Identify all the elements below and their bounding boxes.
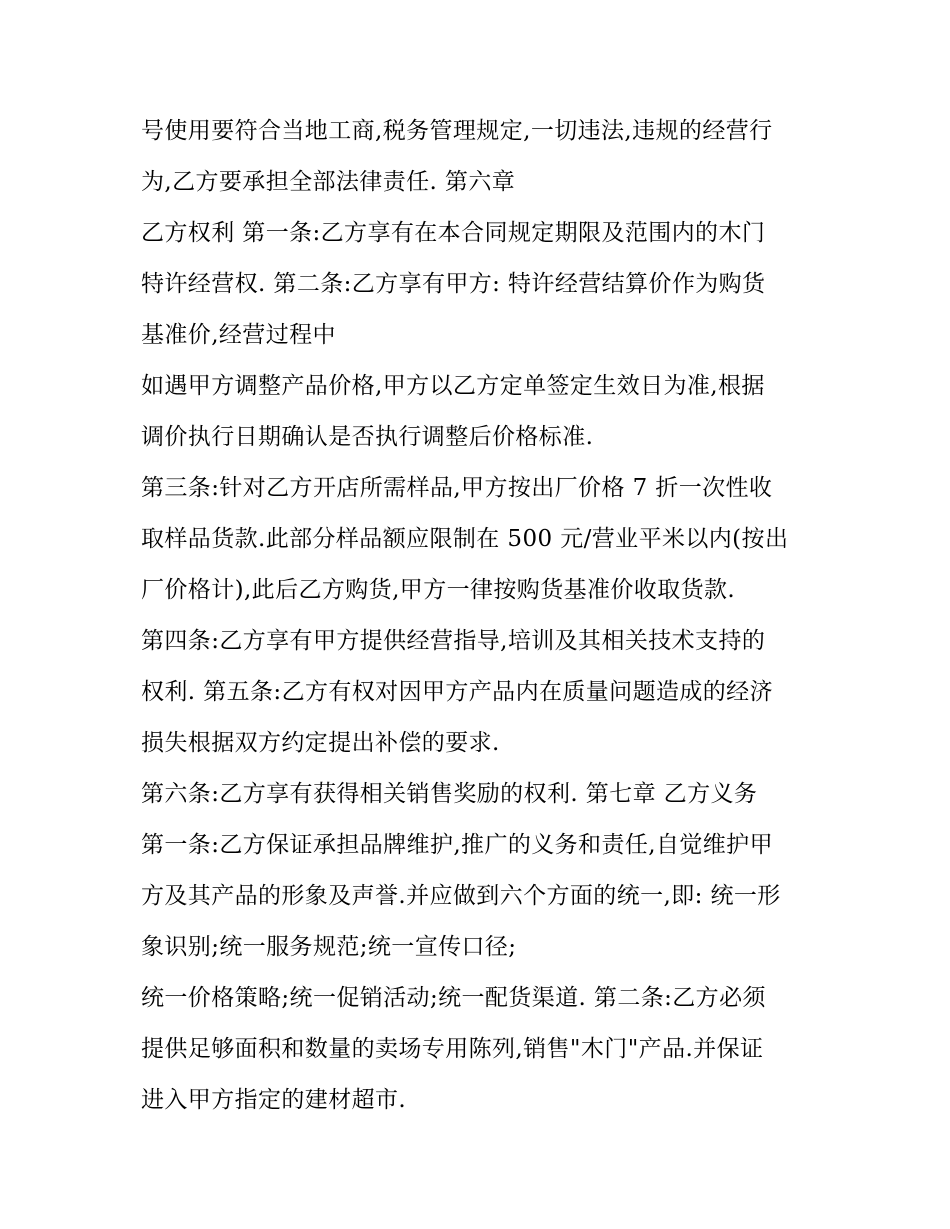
text-line: 统一价格策略;统一促销活动;统一配货渠道. 第二条:乙方必须: [141, 985, 766, 1011]
text-line: 进入甲方指定的建材超市.: [141, 1087, 407, 1113]
text-line: 提供足够面积和数量的卖场专用陈列,销售"木门"产品.并保证: [141, 1036, 764, 1062]
text-line: 第一条:乙方保证承担品牌维护,推广的义务和责任,自觉维护甲: [141, 832, 773, 858]
text-line: 如遇甲方调整产品价格,甲方以乙方定单签定生效日为准,根据: [141, 373, 765, 399]
text-line: 第四条:乙方享有甲方提供经营指导,培训及其相关技术支持的: [141, 628, 766, 654]
text-line: 权利. 第五条:乙方有权对因甲方产品内在质量问题造成的经济: [141, 679, 773, 705]
text-line: 第三条:针对乙方开店所需样品,甲方按出厂价格 7 折一次性收: [141, 475, 773, 501]
text-line: 为,乙方要承担全部法律责任. 第六章: [141, 169, 516, 195]
text-line: 象识别;统一服务规范;统一宣传口径;: [141, 934, 517, 960]
text-line: 号使用要符合当地工商,税务管理规定,一切违法,违规的经营行: [141, 118, 773, 144]
text-line: 特许经营权. 第二条:乙方享有甲方: 特许经营结算价作为购货: [141, 271, 766, 297]
text-line: 取样品货款.此部分样品额应限制在 500 元/营业平米以内(按出: [141, 526, 789, 552]
text-line: 方及其产品的形象及声誉.并应做到六个方面的统一,即: 统一形: [141, 883, 781, 909]
contract-body-text: [141, 106, 821, 1126]
text-line: 乙方权利 第一条:乙方享有在本合同规定期限及范围内的木门: [141, 220, 766, 246]
text-line: 厂价格计),此后乙方购货,甲方一律按购货基准价收取货款.: [141, 577, 736, 603]
text-line: 基准价,经营过程中: [141, 322, 336, 348]
text-line: 损失根据双方约定提出补偿的要求.: [141, 730, 500, 756]
text-line: 第六条:乙方享有获得相关销售奖励的权利. 第七章 乙方义务: [141, 781, 758, 807]
text-line: 调价执行日期确认是否执行调整后价格标准.: [141, 424, 594, 450]
